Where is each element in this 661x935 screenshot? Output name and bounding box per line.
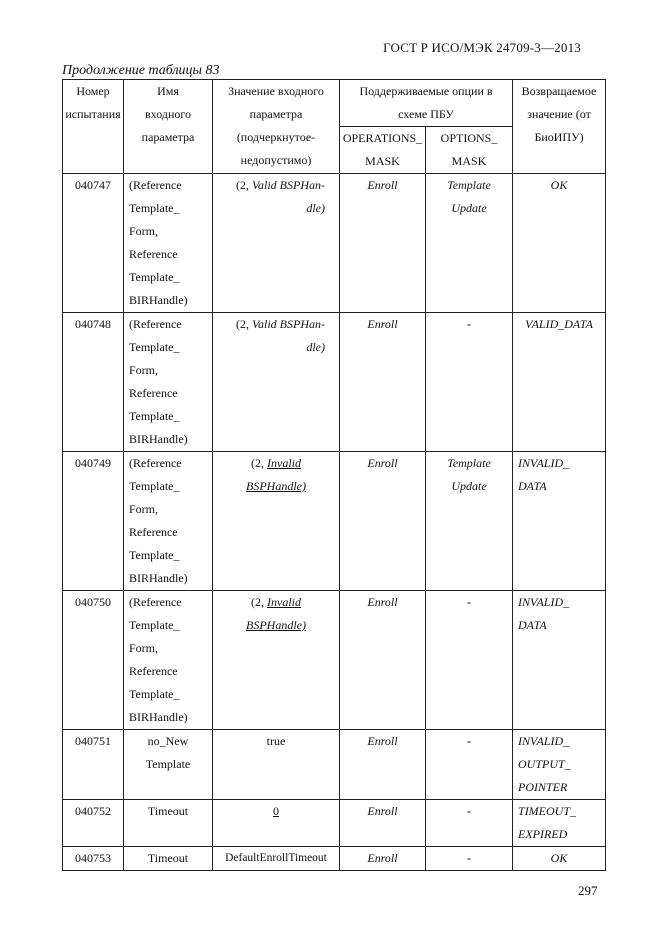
return-value: VALID_DATA [513,313,606,452]
header-row [63,80,606,127]
table-row [63,730,606,800]
options-mask-value: Template Update [426,452,513,591]
test-number: 040751 [63,730,124,800]
param-name: (Reference Template_ Form, Reference Template_ BIRHandle) [124,452,213,591]
return-value: OK [513,847,606,871]
return-value: TIMEOUT_ EXPIRED [513,800,606,847]
options-mask-value: - [426,591,513,730]
return-value: OK [513,174,606,313]
test-number: 040752 [63,800,124,847]
test-number: 040753 [63,847,124,871]
options-mask-value: - [426,313,513,452]
param-value: (2, Invalid BSPHandle) [213,452,340,591]
operations-mask-value: Enroll [340,800,426,847]
header-return-value: Возвращаемое значение (от БиоИПУ) [513,80,606,174]
header-operations-mask: OPERATIONS_ MASK [340,127,426,174]
param-value: (2, Valid BSPHan- dle) [213,174,340,313]
return-value: INVALID_ DATA [513,591,606,730]
table-row [63,591,606,730]
options-mask-value: - [426,730,513,800]
operations-mask-value: Enroll [340,847,426,871]
param-name: (Reference Template_ Form, Reference Template_ BIRHandle) [124,591,213,730]
test-number: 040749 [63,452,124,591]
table-caption: Продолжение таблицы 83 [62,63,220,78]
param-name: (Reference Template_ Form, Reference Template_ BIRHandle) [124,174,213,313]
table-row [63,800,606,847]
return-value: INVALID_ OUTPUT_ POINTER [513,730,606,800]
options-mask-value: Template Update [426,174,513,313]
param-name: (Reference Template_ Form, Reference Template_ BIRHandle) [124,313,213,452]
header-supported-options: Поддерживаемые опции в схеме ПБУ [340,80,513,127]
operations-mask-value: Enroll [340,730,426,800]
test-number: 040747 [63,174,124,313]
param-name: no_New Template [124,730,213,800]
table-row [63,174,606,313]
operations-mask-value: Enroll [340,174,426,313]
header-test-number: Номер испытания [63,80,124,174]
header-options-mask: OPTIONS_ MASK [426,127,513,174]
param-value: 0 [213,800,340,847]
param-value: true [213,730,340,800]
document-header: ГОСТ Р ИСО/МЭК 24709-3—2013 [383,40,581,55]
page-number: 297 [578,883,598,898]
header-param-value: Значение входного параметра (подчеркнутое- недопустимо) [213,80,340,174]
operations-mask-value: Enroll [340,452,426,591]
param-value: DefaultEnrollTimeout [213,847,340,871]
operations-mask-value: Enroll [340,313,426,452]
test-number: 040748 [63,313,124,452]
param-value: (2, Valid BSPHan- dle) [213,313,340,452]
param-value: (2, Invalid BSPHandle) [213,591,340,730]
test-number: 040750 [63,591,124,730]
table-row [63,847,606,871]
test-table [62,79,606,871]
table-row [63,452,606,591]
options-mask-value: - [426,800,513,847]
options-mask-value: - [426,847,513,871]
return-value: INVALID_ DATA [513,452,606,591]
param-name: Timeout [124,847,213,871]
header-param-name: Имя входного параметра [124,80,213,174]
table-row [63,313,606,452]
operations-mask-value: Enroll [340,591,426,730]
param-name: Timeout [124,800,213,847]
